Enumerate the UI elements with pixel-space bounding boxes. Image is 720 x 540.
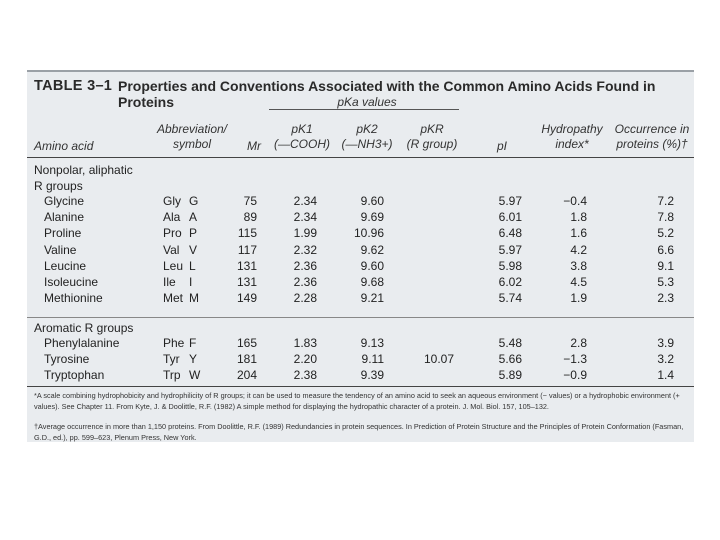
cell-amino-acid: Proline — [44, 226, 82, 241]
table-label: TABLE 3–1 — [34, 78, 113, 94]
group-heading-nonpolar — [34, 162, 133, 194]
header-amino-acid: Amino acid — [34, 139, 94, 153]
cell-pk1: 1.83 — [293, 336, 317, 350]
cell-pk2: 9.21 — [360, 291, 384, 306]
header-pk2: pK2 — [356, 122, 378, 136]
cell-abbreviation: Gly — [163, 194, 181, 208]
cell-pi: 5.97 — [498, 242, 522, 257]
cell-pi: 6.01 — [498, 210, 522, 225]
cell-pk2: 9.13 — [360, 336, 384, 350]
cell-pk2: 10.96 — [353, 226, 384, 241]
cell-amino-acid: Alanine — [44, 210, 85, 225]
pka-underline — [269, 109, 459, 110]
cell-occurrence: 5.2 — [657, 226, 674, 241]
cell-pk2: 9.11 — [361, 352, 384, 367]
cell-symbol: W — [189, 368, 201, 383]
cell-pk1: 2.32 — [293, 242, 317, 257]
cell-pk2: 9.69 — [360, 210, 384, 225]
cell-pi: 6.02 — [498, 275, 522, 289]
cell-pi: 5.98 — [498, 258, 522, 273]
header-symbol: symbol — [172, 137, 211, 151]
cell-symbol: F — [189, 336, 197, 350]
cell-occurrence: 3.2 — [657, 352, 674, 367]
cell-pkr: 10.07 — [423, 352, 454, 367]
cell-abbreviation: Ala — [163, 210, 181, 225]
cell-occurrence: 2.3 — [657, 291, 674, 306]
cell-pk1: 2.34 — [293, 194, 317, 208]
header-pi: pI — [496, 139, 507, 153]
cell-symbol: P — [189, 226, 198, 241]
amino-acid-table-panel — [27, 70, 694, 442]
cell-symbol: G — [189, 194, 199, 208]
cell-hydropathy: −0.4 — [563, 194, 587, 208]
cell-amino-acid: Valine — [44, 242, 77, 257]
cell-mr: 117 — [237, 242, 257, 257]
cell-pi: 5.97 — [498, 194, 522, 208]
top-rule — [27, 70, 694, 72]
cell-occurrence: 6.6 — [657, 242, 674, 257]
group-heading-line: R groups — [34, 179, 83, 193]
cell-amino-acid: Leucine — [44, 258, 87, 273]
cell-pk1: 2.36 — [293, 275, 317, 289]
cell-amino-acid: Tryptophan — [44, 368, 105, 383]
cell-pk1: 1.99 — [293, 226, 317, 241]
cell-symbol: L — [189, 258, 196, 273]
cell-amino-acid: Tyrosine — [44, 352, 90, 367]
cell-mr: 181 — [236, 352, 257, 367]
table-title: Properties and Conventions Associated with the Common Amino Acids Found in Proteins — [118, 78, 656, 110]
cell-pk2: 9.60 — [360, 194, 384, 208]
group-rule — [27, 317, 694, 318]
header-pk2-sub: (—NH3+) — [341, 137, 393, 151]
cell-symbol: A — [189, 210, 198, 225]
header-rule — [27, 157, 694, 158]
cell-abbreviation: Val — [163, 242, 180, 257]
cell-hydropathy: 1.9 — [570, 291, 587, 306]
group-heading-line: Aromatic R groups — [34, 321, 134, 335]
cell-amino-acid: Isoleucine — [44, 275, 99, 289]
cell-pi: 5.48 — [498, 336, 522, 350]
cell-amino-acid: Glycine — [44, 194, 85, 208]
header-occurrence: Occurrence in — [614, 122, 690, 136]
cell-occurrence: 3.9 — [657, 336, 674, 350]
header-mr: Mr — [247, 139, 261, 153]
header-pkr: pKR — [420, 122, 444, 136]
cell-mr: 131 — [236, 275, 257, 289]
cell-pk1: 2.36 — [293, 258, 317, 273]
bottom-rule — [27, 386, 694, 387]
cell-hydropathy: −1.3 — [563, 352, 587, 367]
cell-amino-acid: Methionine — [44, 291, 103, 306]
cell-pi: 5.74 — [498, 291, 522, 306]
footnote-occurrence: †Average occurrence in more than 1,150 proteins. From Doolittle, R.F. (1989) Redundancies in protein sequences. In Prediction of Protein Structure and the Principles of Protein Conformation (Fasman, G.D., ed.), pp. 599–623, Plenum Press, New York. — [34, 422, 684, 442]
cell-mr: 149 — [236, 291, 257, 306]
cell-mr: 89 — [243, 210, 257, 225]
cell-occurrence: 5.3 — [657, 275, 674, 289]
cell-pk1: 2.34 — [293, 210, 317, 225]
header-pk1-sub: (—COOH) — [274, 137, 330, 151]
cell-occurrence: 1.4 — [657, 368, 674, 383]
cell-pk1: 2.38 — [293, 368, 317, 383]
cell-abbreviation: Phe — [163, 336, 185, 350]
header-pkr-sub: (R group) — [406, 137, 458, 151]
pka-header: pKa values — [337, 95, 397, 109]
cell-abbreviation: Ile — [163, 275, 176, 289]
group-heading-aromatic — [34, 320, 133, 336]
cell-mr: 204 — [236, 368, 257, 383]
cell-mr: 115 — [237, 226, 257, 241]
cell-symbol: M — [189, 291, 199, 306]
footnote-hydropathy: *A scale combining hydrophobicity and hydrophilicity of R groups; it can be used to measure the tendency of an amino acid to seek an aqueous environment (− values) or a hydrophobic environment (+ values). See Chapter 11. From Kyte, J. & Doolittle, R.F. (1982) A simple method for displaying the hydropathic character of a protein. J. Mol. Biol. 157, 105–132. — [34, 391, 680, 411]
cell-mr: 165 — [236, 336, 257, 350]
cell-hydropathy: 3.8 — [570, 258, 587, 273]
cell-symbol: V — [189, 242, 198, 257]
cell-hydropathy: 4.2 — [570, 242, 587, 257]
cell-pk2: 9.62 — [360, 242, 384, 257]
cell-occurrence: 7.2 — [657, 194, 674, 208]
cell-occurrence: 7.8 — [657, 210, 674, 225]
cell-symbol: Y — [189, 352, 198, 367]
cell-hydropathy: −0.9 — [563, 368, 587, 383]
group-heading-line: Nonpolar, aliphatic — [34, 163, 133, 177]
cell-pk2: 9.39 — [360, 368, 384, 383]
cell-pk1: 2.28 — [293, 291, 317, 306]
cell-mr: 75 — [243, 194, 257, 208]
cell-hydropathy: 4.5 — [570, 275, 587, 289]
header-hydropathy: Hydropathy — [541, 122, 603, 136]
header-occurrence-proteins: proteins (%)† — [616, 137, 688, 151]
cell-pk2: 9.60 — [360, 258, 384, 273]
cell-pi: 6.48 — [498, 226, 522, 241]
cell-pk1: 2.20 — [293, 352, 317, 367]
cell-symbol: I — [189, 275, 193, 289]
cell-pi: 5.66 — [498, 352, 522, 367]
cell-pi: 5.89 — [498, 368, 522, 383]
cell-hydropathy: 1.6 — [570, 226, 587, 241]
header-hydropathy-index: index* — [555, 137, 589, 151]
header-pk1: pK1 — [291, 122, 313, 136]
cell-abbreviation: Pro — [163, 226, 182, 241]
cell-hydropathy: 1.8 — [570, 210, 587, 225]
cell-abbreviation: Trp — [163, 368, 181, 383]
cell-occurrence: 9.1 — [657, 258, 674, 273]
cell-abbreviation: Leu — [163, 258, 184, 273]
cell-abbreviation: Met — [163, 291, 184, 306]
cell-pk2: 9.68 — [360, 275, 384, 289]
cell-mr: 131 — [236, 258, 257, 273]
cell-amino-acid: Phenylalanine — [44, 336, 120, 350]
header-abbreviation: Abbreviation/ — [156, 122, 228, 136]
cell-hydropathy: 2.8 — [570, 336, 587, 350]
cell-abbreviation: Tyr — [163, 352, 180, 367]
